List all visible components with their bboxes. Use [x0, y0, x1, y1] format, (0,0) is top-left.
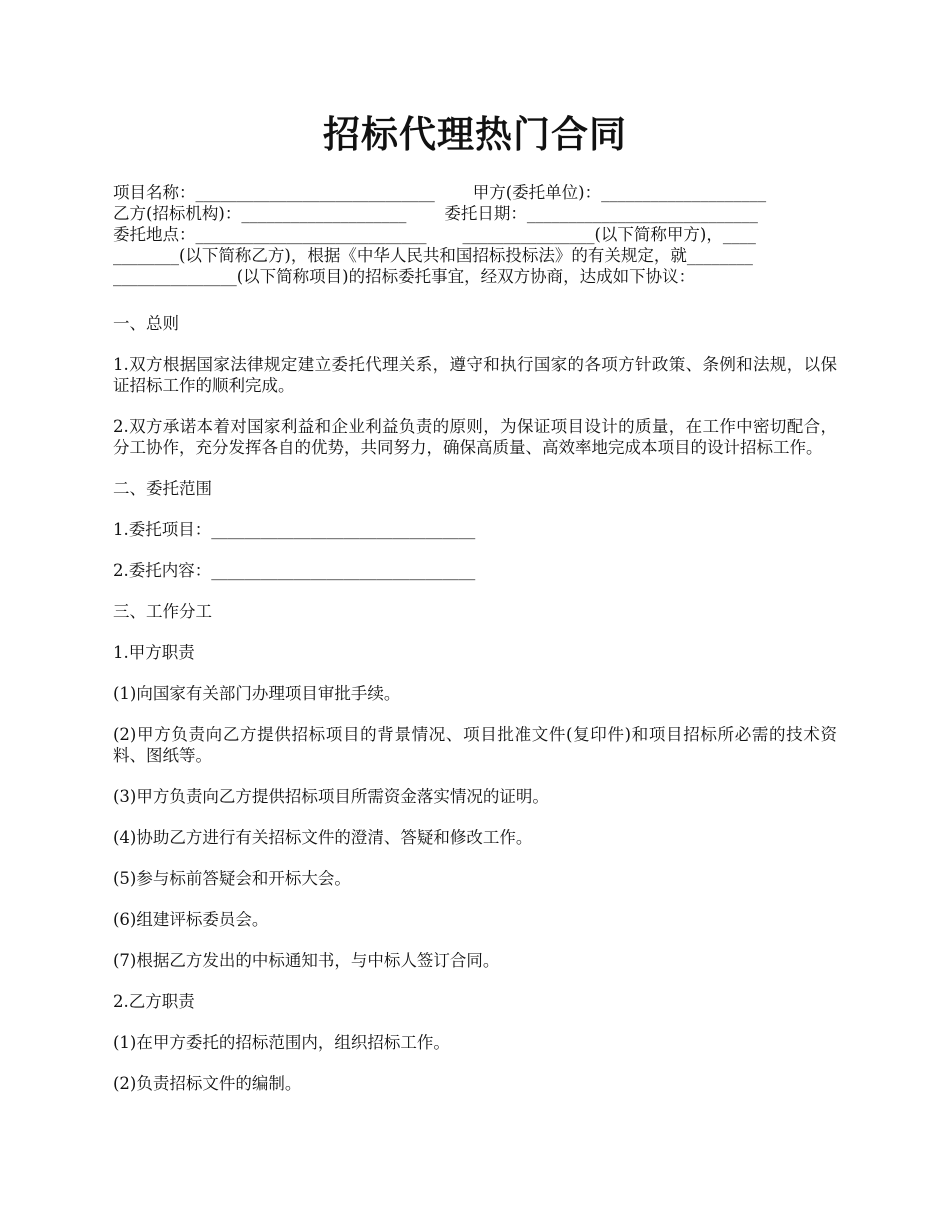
party-a-duty-2: (2)甲方负责向乙方提供招标项目的背景情况、项目批准文件(复印件)和项目招标所必需的技术资料、图纸等。 — [113, 725, 837, 765]
party-a-duty-4: (4)协助乙方进行有关招标文件的澄清、答疑和修改工作。 — [113, 828, 533, 847]
commission-date-field: 委托日期：____________________________ — [444, 204, 758, 223]
clause-general-2: 2.双方承诺本着对国家利益和企业利益负责的原则，为保证项目设计的质量，在工作中密切配合，分工协作，充分发挥各自的优势，共同努力，确保高质量、高效率地完成本项目的设计招标工作。 — [113, 417, 837, 457]
party-b-agency-field: 乙方(招标机构)：____________________ — [113, 204, 407, 223]
project-name-field: 项目名称：_____________________________ — [113, 183, 435, 202]
preamble-line-2: ________(以下简称乙方)，根据《中华人民共和国招标投标法》的有关规定，就________ — [113, 246, 753, 265]
contract-header — [113, 182, 837, 287]
header-line-3 — [113, 224, 837, 245]
subheading-party-b-duties: 2.乙方职责 — [113, 992, 195, 1011]
party-b-duty-1: (1)在甲方委托的招标范围内，组织招标工作。 — [113, 1033, 450, 1052]
preamble-line-3: _______________(以下简称项目)的招标委托事宜，经双方协商，达成如下协议： — [113, 267, 696, 286]
party-b-duty-2: (2)负责招标文件的编制。 — [113, 1074, 302, 1093]
clause-general-1: 1.双方根据国家法律规定建立委托代理关系，遵守和执行国家的各项方针政策、条例和法规，以保证招标工作的顺利完成。 — [113, 355, 837, 395]
section-heading-division: 三、工作分工 — [113, 602, 212, 621]
party-a-duty-7: (7)根据乙方发出的中标通知书，与中标人签订合同。 — [113, 951, 500, 970]
party-a-duty-1: (1)向国家有关部门办理项目审批手续。 — [113, 684, 401, 703]
subheading-party-a-duties: 1.甲方职责 — [113, 643, 195, 662]
header-line-1 — [113, 182, 837, 203]
party-a-duty-3: (3)甲方负责向乙方提供招标项目所需资金落实情况的证明。 — [113, 787, 549, 806]
party-a-unit-field: 甲方(委托单位)：____________________ — [472, 183, 767, 202]
party-a-duty-6: (6)组建评标委员会。 — [113, 910, 269, 929]
preamble-blank: ________________(以下简称甲方)，____ — [462, 225, 756, 244]
section-heading-scope: 二、委托范围 — [113, 479, 212, 498]
section-heading-general: 一、总则 — [113, 314, 179, 333]
clause-scope-content: 2.委托内容：________________________________ — [113, 561, 476, 580]
clause-scope-project: 1.委托项目：________________________________ — [113, 520, 476, 539]
header-line-2 — [113, 203, 837, 224]
party-a-duty-5: (5)参与标前答疑会和开标大会。 — [113, 869, 351, 888]
commission-place-field: 委托地点：____________________________ — [113, 225, 427, 244]
document-title: 招标代理热门合同 — [323, 112, 627, 156]
